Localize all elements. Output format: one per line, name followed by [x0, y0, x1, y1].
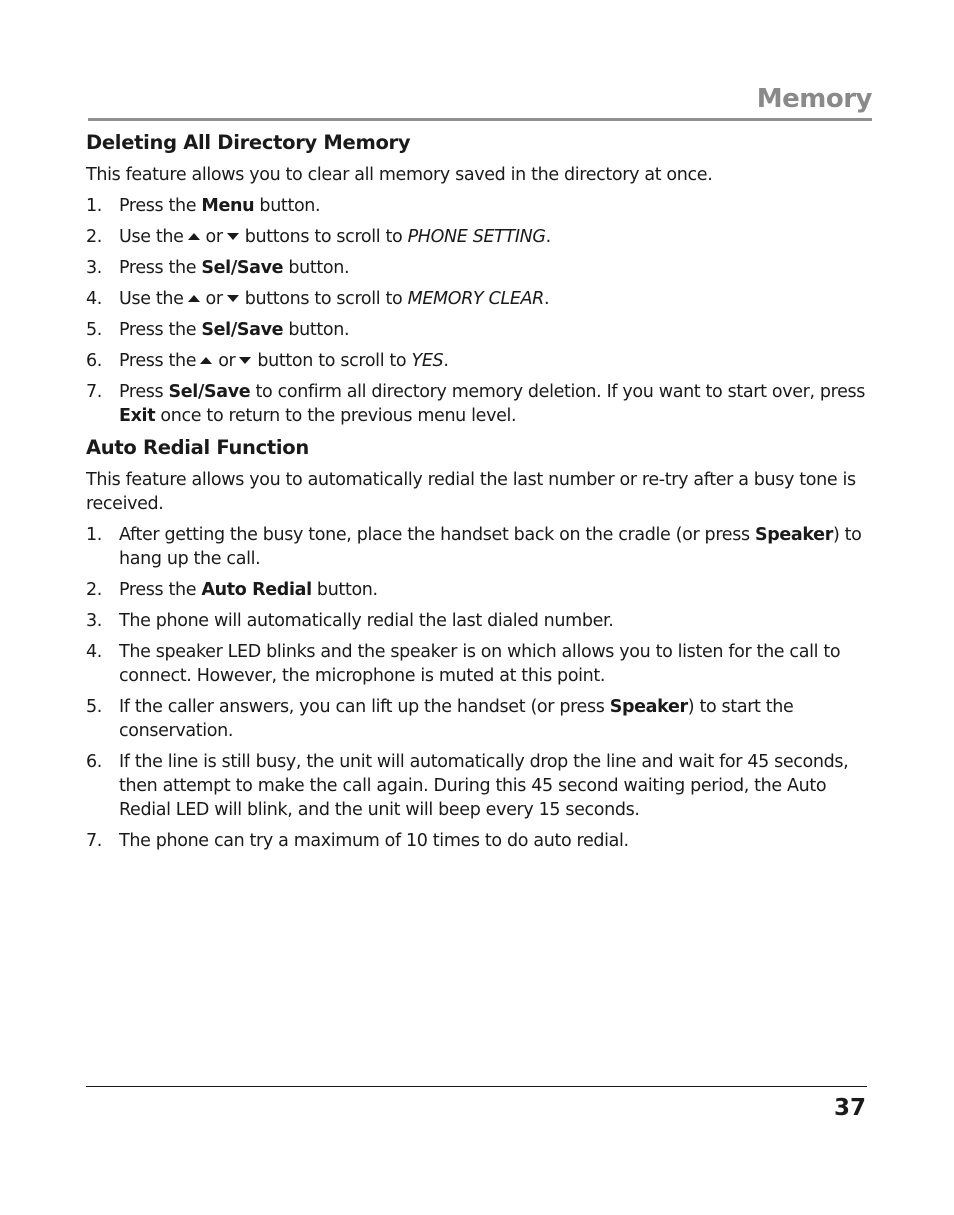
section-intro-auto-redial: This feature allows you to automatically redial the last number or re-try after a busy tone is received.: [86, 470, 856, 514]
down-arrow-icon: [239, 357, 251, 364]
list-item: 4. The speaker LED blinks and the speaker is on which allows you to listen for the call to connect. However, the microphone is muted at this point.: [86, 642, 841, 686]
page-number: 37: [833, 1095, 866, 1121]
list-item: 5. Press the Sel/Save button.: [86, 320, 350, 340]
list-item: 6. If the line is still busy, the unit will automatically drop the line and wait for 45 seconds, then attempt to make the call again. During this 45 second waiting period, the Auto Redial LED will blink, and the unit will beep every 15 seconds.: [86, 752, 849, 820]
step-number: 7.: [86, 831, 102, 851]
step-number: 5.: [86, 320, 102, 340]
step-number: 1.: [86, 196, 102, 216]
section-intro-delete-memory: This feature allows you to clear all memory saved in the directory at once.: [86, 165, 713, 185]
down-arrow-icon: [227, 233, 239, 240]
key-name: Sel/Save: [201, 258, 284, 278]
page-header-title: Memory: [756, 84, 872, 114]
step-number: 6.: [86, 351, 102, 371]
page-content: [86, 130, 866, 853]
list-item: 4. Use the or buttons to scroll to MEMORY CLEAR.: [86, 289, 550, 309]
step-number: 4.: [86, 642, 102, 662]
step-number: 1.: [86, 525, 102, 545]
up-arrow-icon: [188, 295, 200, 302]
list-item: 5. If the caller answers, you can lift up the handset (or press Speaker) to start the conservation.: [86, 697, 794, 741]
up-arrow-icon: [188, 233, 200, 240]
section-heading-delete-memory: Deleting All Directory Memory: [86, 131, 411, 154]
step-number: 4.: [86, 289, 102, 309]
up-arrow-icon: [200, 357, 212, 364]
footer-divider: [86, 1086, 867, 1087]
header-divider: [88, 118, 872, 121]
section-heading-auto-redial: Auto Redial Function: [86, 436, 309, 459]
key-name: Speaker: [754, 525, 833, 545]
list-item: 1. After getting the busy tone, place the handset back on the cradle (or press Speaker) to hang up the call.: [86, 525, 862, 569]
list-item: 2. Press the Auto Redial button.: [86, 580, 378, 600]
step-list-delete-memory: [86, 194, 866, 428]
step-number: 6.: [86, 752, 102, 772]
list-item: 3. The phone will automatically redial the last dialed number.: [86, 611, 614, 631]
list-item: 7. Press Sel/Save to confirm all directory memory deletion. If you want to start over, press Exit once to return to the previous menu level.: [86, 382, 866, 426]
step-number: 2.: [86, 227, 102, 247]
step-number: 7.: [86, 382, 102, 402]
list-item: 6. Press the or button to scroll to YES.: [86, 351, 449, 371]
key-name: Exit: [119, 406, 156, 426]
list-item: 3. Press the Sel/Save button.: [86, 258, 350, 278]
step-list-auto-redial: [86, 523, 866, 853]
key-name: Speaker: [609, 697, 688, 717]
step-number: 3.: [86, 258, 102, 278]
key-name: Menu: [201, 196, 255, 216]
list-item: 1. Press the Menu button.: [86, 196, 321, 216]
key-name: Sel/Save: [168, 382, 251, 402]
list-item: 7. The phone can try a maximum of 10 times to do auto redial.: [86, 831, 629, 851]
step-number: 3.: [86, 611, 102, 631]
key-name: Auto Redial: [201, 580, 312, 600]
list-item: 2. Use the or buttons to scroll to PHONE SETTING.: [86, 227, 551, 247]
step-number: 2.: [86, 580, 102, 600]
step-number: 5.: [86, 697, 102, 717]
down-arrow-icon: [227, 295, 239, 302]
key-name: Sel/Save: [201, 320, 284, 340]
